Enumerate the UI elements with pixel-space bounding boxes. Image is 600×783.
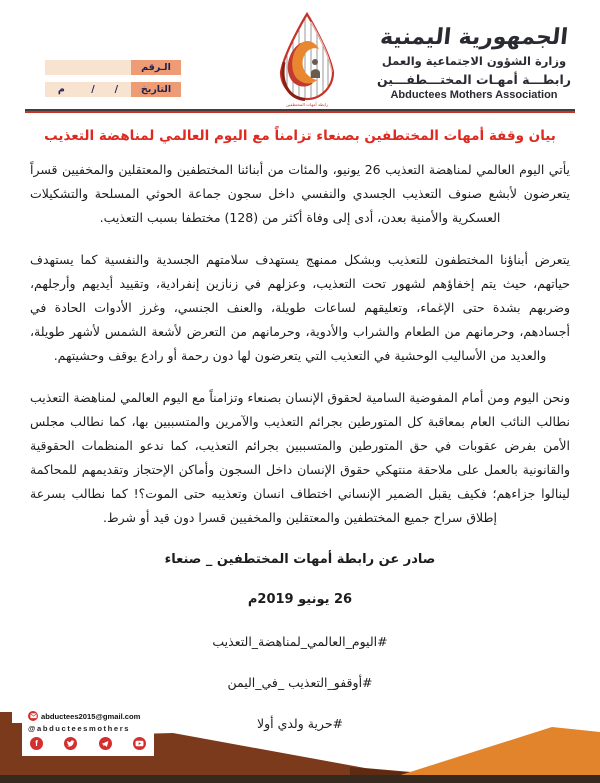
number-field-row	[45, 60, 181, 75]
number-value	[45, 60, 131, 75]
teardrop-logo-icon	[252, 8, 362, 120]
number-label: الـرقم	[131, 60, 181, 75]
contact-card	[22, 706, 154, 756]
reference-fields	[45, 60, 181, 104]
association-name-arabic: رابطـــة أمهـات المختـــطفـــين	[377, 72, 571, 88]
hashtag-stop-torture: #أوقفو_التعذيب _في_اليمن	[227, 675, 373, 690]
paragraph-3: ونحن اليوم ومن أمام المفوضية السامية لحقوق الإنسان بصنعاء وتزامناً مع اليوم العالمي لمناهضة التعذيب نطالب النائب العام بمعاقبة كل المتورطين بجرائم التعذيب والآمرين والمتسببين بها، كما نطالب مجلس الأمن بفرض عقوبات في حق المتورطين والمتسببين بجرائم التعذيب، كما ندعو المنظمات الحقوقية والقانونية بالعمل على ملاحقة منتهكي حقوق الإنسان داخل السجون وأماكن الإحتجاز وتقديمهم للمحاكمة لينالوا جزاءهم؛ فكيف يقبل الضمير الإنساني اختطاف انسان وتعذيبه حتى الموت؟! كما نطالب بسرعة إطلاق سراح جميع المختطفين والمعتقلين والمخفيين قسرا دون قيد أو شرط.	[30, 390, 570, 525]
telegram-icon	[99, 737, 112, 750]
issued-by-line: صادر عن رابطة أمهات المختطفين _ صنعاء	[164, 552, 436, 567]
email-row	[28, 711, 148, 721]
date-value: / / م	[45, 82, 131, 97]
handle-row	[28, 724, 148, 733]
header-divider	[25, 109, 575, 113]
letterhead-titles	[364, 26, 584, 101]
social-icons-row	[28, 737, 148, 750]
statement-date: 26 يونيو 2019م	[247, 592, 353, 607]
letterhead	[0, 0, 600, 112]
date-label: التاريخ	[131, 82, 181, 97]
hashtag-freedom-first: #حرية ولدي أولا	[256, 716, 344, 731]
email-icon	[28, 711, 38, 721]
association-name-english: Abductees Mothers Association	[390, 89, 558, 102]
paragraph-2: يتعرض أبناؤنا المختطفون للتعذيب وبشكل ممنهج يستهدف سلامتهم الجسدية والنفسية كما يستهدف حياتهم، حيث يتم إخفاؤهم لشهور تحت التعذيب، وعزلهم في زنازين إنفرادية، وتقييد أيديهم وأرجلهم، وضربهم بشدة حتى الإغماء، وتعليقهم لساعات طويلة، والعنف الجنسي، وغرز الأدوات الحادة في أجسادهم، وحرمانهم من الطعام والشراب والأدوية، وحرمانهم من التعرض لأشعة الشمس لأشهر طويلة، والعديد من الأساليب الوحشية في التعذيب التي يتعرضون لها دون رحمة أو رادع يوقف وحشيتهم.	[30, 252, 570, 363]
youtube-icon	[133, 737, 146, 750]
facebook-icon: f	[30, 737, 43, 750]
association-logo	[252, 8, 362, 120]
email-address: abductees2015@gmail.com	[41, 711, 141, 721]
statement-title: بيان وقفة أمهات المختطفين بصنعاء تزامناً مع اليوم العالمي لمناهضة التعذيب	[44, 128, 556, 144]
country-name: الجمهورية اليمنية	[378, 25, 570, 50]
hashtag-world-day: #اليوم_العالمي_لمناهضة_التعذيب	[212, 634, 388, 649]
logo-inscription: رابطة أمهات المختطفين	[285, 102, 329, 107]
statement-body	[30, 158, 570, 753]
twitter-icon	[64, 737, 77, 750]
social-handle: @abducteesmothers	[28, 724, 131, 733]
paragraph-1: يأتي اليوم العالمي لمناهضة التعذيب 26 يونيو، والمئات من أبنائنا المختطفين والمعتقلين والمخفيين قسراً يتعرضون لأبشع صنوف التعذيب الجسدي والنفسي داخل سجون جماعة الحوثي المسلحة والتشكيلات العسكرية والأمنية بعدن، أدى إلى وفاة أكثر من (128) مختطفا بسبب التعذيب.	[30, 162, 570, 225]
date-field-row	[45, 82, 181, 97]
ministry-name: وزارة الشؤون الاجتماعية والعمل	[381, 54, 567, 69]
